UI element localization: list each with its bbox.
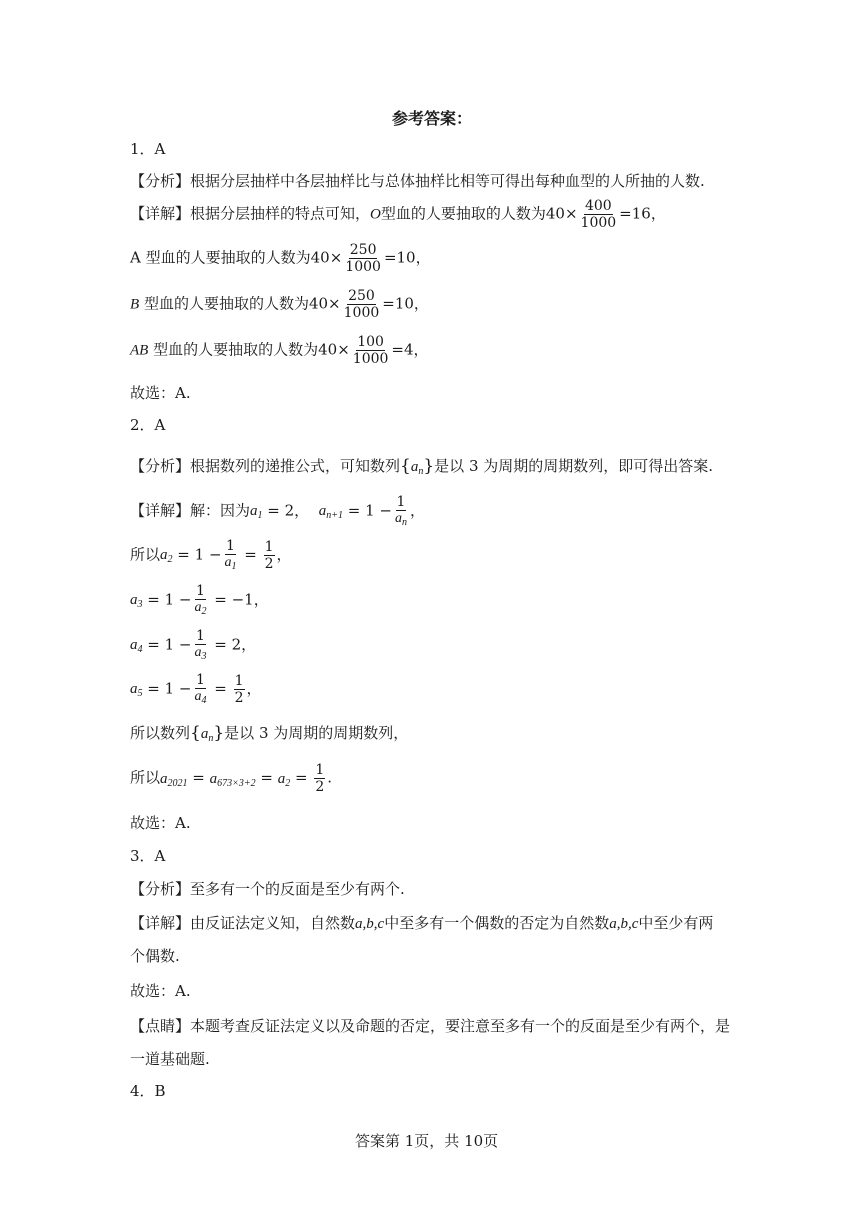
q1-choice: 故选：A. bbox=[130, 384, 191, 402]
a2-value-num: 1 bbox=[264, 538, 274, 555]
final-fraction bbox=[314, 762, 325, 795]
a5-num: 1 bbox=[196, 672, 205, 688]
ab-den: 1000 bbox=[352, 351, 389, 368]
a5-den: $a_4$ bbox=[194, 689, 207, 707]
final-num: 1 bbox=[315, 762, 325, 778]
o-text: 型血的人要抽取的人数为40× bbox=[380, 204, 578, 223]
a4-den: $a_3$ bbox=[194, 645, 207, 663]
a2-den: $a_1$ bbox=[224, 555, 237, 573]
b-var: B bbox=[130, 296, 140, 313]
a-673: $a_{673\times 3+2}$ bbox=[209, 770, 256, 789]
o-result: =16， bbox=[619, 204, 666, 223]
q1-detail-ab bbox=[130, 334, 429, 367]
q2-a4-line bbox=[130, 628, 256, 663]
a3-den: $a_2$ bbox=[194, 600, 207, 618]
a1: $a_1$ bbox=[250, 503, 263, 522]
q2-final: 所以$a_{2021} = a_{673\times 3+2} = a_2$ = $\frac{1}{2}$ . bbox=[130, 762, 333, 796]
an1: $a_{n+1}$ bbox=[318, 503, 343, 522]
a2-final: $a_2$ bbox=[277, 770, 291, 789]
final-pre: 所以 bbox=[130, 768, 161, 787]
a2-value-fraction bbox=[264, 539, 275, 572]
seq-an: $a_n$ bbox=[410, 459, 424, 477]
page-footer: 答案第 1页，共 10页 bbox=[355, 1132, 499, 1150]
q3-detail-line1 bbox=[130, 912, 713, 933]
a2-num: 1 bbox=[226, 538, 235, 554]
final-den: 2 bbox=[315, 779, 325, 796]
vars-abc: a,b,c bbox=[355, 916, 385, 932]
right-brace-2: } bbox=[213, 723, 225, 743]
ab-result: =4， bbox=[391, 340, 429, 359]
q2-detail-pre: 【详解】解：因为 bbox=[130, 501, 251, 520]
a-var: A bbox=[130, 248, 141, 267]
a1-eq: = 2， bbox=[267, 501, 310, 520]
q3-detail-1c: 中至少有两 bbox=[638, 914, 714, 932]
b-num: 250 bbox=[348, 288, 375, 304]
q2-choice: 故选：A. bbox=[130, 814, 191, 832]
a3: $a_3$ bbox=[130, 592, 143, 611]
page-title: 参考答案： bbox=[392, 109, 473, 128]
q2-a3-line bbox=[130, 583, 269, 618]
q1-detail-a bbox=[130, 242, 431, 275]
q3-comment-line2: 一道基础题. bbox=[130, 1050, 210, 1068]
o-fraction bbox=[580, 198, 618, 231]
q1-detail-o bbox=[130, 198, 666, 231]
a3-num: 1 bbox=[196, 583, 205, 599]
a4: $a_4$ bbox=[130, 637, 143, 656]
a2-value-den: 2 bbox=[264, 555, 274, 572]
o-var: O bbox=[370, 206, 381, 223]
a2: $a_2$ bbox=[160, 547, 173, 566]
a-fraction bbox=[344, 242, 382, 275]
a3-mid: = 1 − bbox=[147, 590, 192, 609]
rec-den: $a_n$ bbox=[394, 511, 407, 529]
q1-number: 1．A bbox=[130, 140, 166, 158]
left-brace: { bbox=[400, 456, 411, 476]
q2-period bbox=[130, 722, 408, 744]
q2-analysis-post: 是以 3 为周期的周期数列，即可得出答案. bbox=[434, 457, 714, 475]
a4-mid: = 1 − bbox=[147, 635, 192, 654]
b-result: =10， bbox=[382, 294, 429, 313]
b-den: 1000 bbox=[343, 305, 380, 322]
a2-result: ， bbox=[276, 545, 292, 564]
seq-an-2: $a_n$ bbox=[200, 726, 214, 744]
q2-analysis-pre: 【分析】根据数列的递推公式，可知数列 bbox=[130, 457, 401, 475]
q2-analysis bbox=[130, 455, 713, 477]
an1-eq: = 1 − bbox=[347, 501, 392, 520]
q1-analysis: 【分析】根据分层抽样中各层抽样比与总体抽样比相等可得出每种血型的人所抽的人数. bbox=[130, 172, 705, 190]
a5-mid: = 1 − bbox=[147, 679, 192, 698]
a3-result: = −1， bbox=[214, 590, 269, 609]
ab-var: AB bbox=[130, 342, 149, 359]
q3-detail-1a: 【详解】由反证法定义知，自然数 bbox=[130, 914, 356, 932]
a5-result: ， bbox=[246, 679, 262, 698]
a5-fraction bbox=[194, 672, 208, 707]
period-post: 是以 3 为周期的周期数列， bbox=[224, 724, 409, 742]
a5: $a_5$ bbox=[130, 681, 143, 700]
q4-number: 4．B bbox=[130, 1082, 166, 1100]
a-den: 1000 bbox=[345, 259, 381, 276]
recurrence-fraction bbox=[394, 494, 408, 529]
a-text: 型血的人要抽取的人数为40× bbox=[145, 248, 343, 267]
q3-comment-line1: 【点睛】本题考查反证法定义以及命题的否定，要注意至多有一个的反面是至少有两个，是 bbox=[130, 1017, 731, 1035]
ab-fraction bbox=[352, 334, 390, 367]
left-brace-2: { bbox=[190, 723, 201, 743]
ab-text: 型血的人要抽取的人数为40× bbox=[153, 340, 350, 359]
period-pre: 所以数列 bbox=[130, 724, 191, 742]
a2021: $a_{2021}$ bbox=[160, 770, 188, 789]
right-brace: } bbox=[423, 456, 435, 476]
q2-a2-line: 所以$a_2 = 1$ − $\frac{1}{a_1}$ = $\frac{1}{2}$ ， bbox=[130, 538, 292, 573]
q2-a5-line: $a_5 = 1$ − $\frac{1}{a_4}$ = $\frac{1}{2}$ ， bbox=[130, 672, 262, 707]
a5-value-den: 2 bbox=[234, 689, 244, 706]
q3-choice: 故选：A. bbox=[130, 982, 191, 1000]
o-den: 1000 bbox=[580, 215, 617, 232]
q3-number: 3．A bbox=[130, 847, 166, 865]
q3-detail-line2: 个偶数. bbox=[130, 947, 180, 965]
q3-analysis: 【分析】至多有一个的反面是至少有两个. bbox=[130, 880, 405, 898]
so-text: 所以 bbox=[130, 545, 161, 564]
a4-result: = 2， bbox=[214, 635, 257, 654]
q2-detail bbox=[130, 494, 425, 529]
a4-fraction bbox=[194, 628, 208, 663]
rec-num: 1 bbox=[396, 494, 406, 510]
o-num: 400 bbox=[584, 198, 612, 214]
vars-abc-2: a,b,c bbox=[609, 916, 639, 932]
a2-mid: = 1 − bbox=[177, 545, 222, 564]
q1-detail-prefix: 【详解】根据分层抽样的特点可知， bbox=[130, 204, 371, 223]
a-result: =10， bbox=[383, 248, 431, 267]
q1-detail-b bbox=[130, 288, 429, 321]
b-fraction bbox=[343, 288, 381, 321]
a3-fraction bbox=[194, 583, 208, 618]
rec-comma: ， bbox=[409, 501, 425, 520]
a5-value-num: 1 bbox=[234, 672, 244, 689]
a2-fraction bbox=[224, 538, 238, 573]
q2-number: 2．A bbox=[130, 416, 166, 434]
b-text: 型血的人要抽取的人数为40× bbox=[143, 294, 341, 313]
a4-num: 1 bbox=[196, 628, 205, 644]
ab-num: 100 bbox=[357, 334, 384, 350]
q3-detail-1b: 中至多有一个偶数的否定为自然数 bbox=[384, 914, 610, 932]
a5-value-fraction bbox=[234, 673, 245, 706]
a-num: 250 bbox=[349, 242, 377, 258]
